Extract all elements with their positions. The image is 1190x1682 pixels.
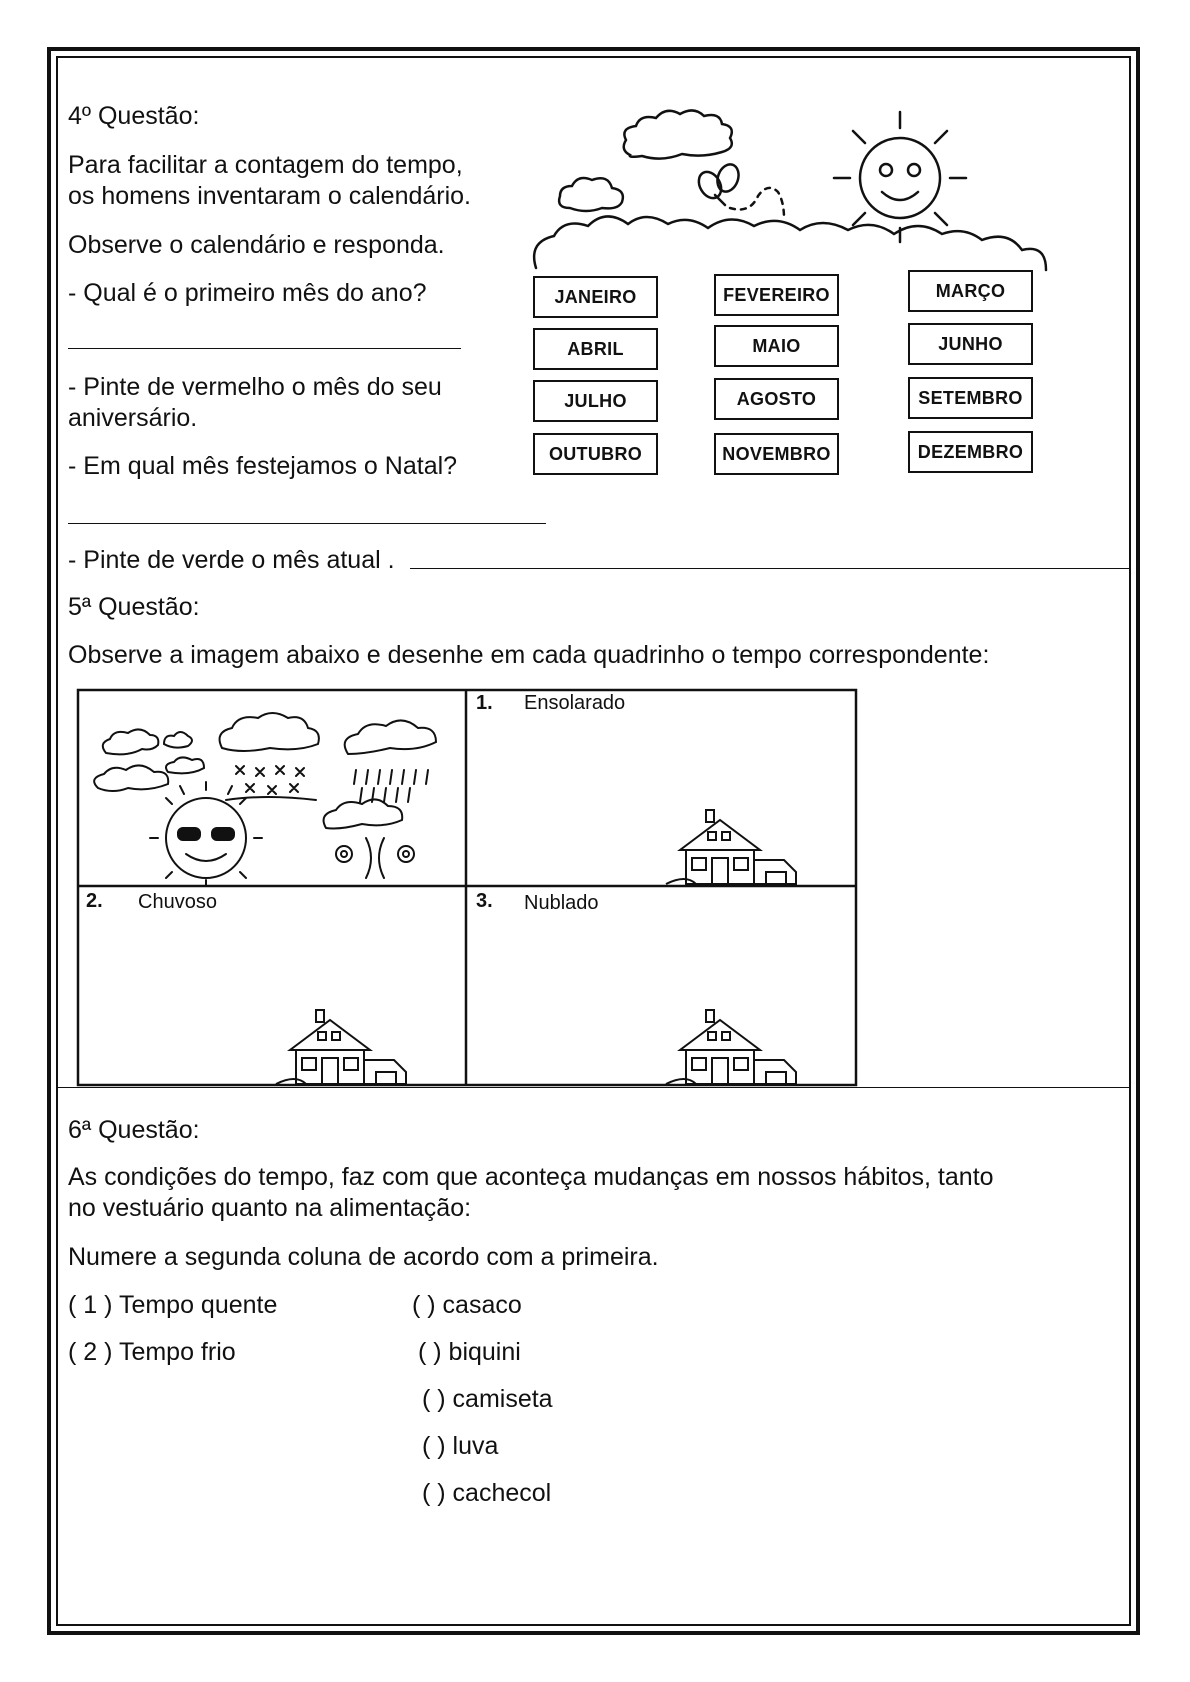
q6-instruction: Numere a segunda coluna de acordo com a primeira. bbox=[68, 1243, 659, 1271]
right-column-item[interactable]: ( ) camiseta bbox=[422, 1385, 553, 1413]
cloud-icon bbox=[559, 178, 623, 211]
snowflake-icon bbox=[236, 766, 304, 794]
q6-intro-line1: As condições do tempo, faz com que aconteça mudanças em nossos hábitos, tanto bbox=[68, 1163, 994, 1191]
month-box-junho[interactable]: JUNHO bbox=[908, 323, 1033, 365]
rain-icon bbox=[354, 770, 428, 802]
small-cloud-icon bbox=[164, 732, 192, 748]
snow-ground-icon bbox=[226, 797, 316, 800]
answer-line-christmas[interactable] bbox=[68, 523, 546, 524]
q4-item-birthday-line1: - Pinte de vermelho o mês do seu bbox=[68, 373, 442, 401]
left-column-item: ( 2 ) Tempo frio bbox=[68, 1338, 236, 1366]
cloud-icon bbox=[624, 110, 732, 158]
cell-1-label: Ensolarado bbox=[524, 692, 626, 714]
sun-with-sunglasses-icon bbox=[150, 782, 262, 886]
sky-illustration bbox=[530, 100, 1120, 280]
month-box-novembro[interactable]: NOVEMBRO bbox=[714, 433, 839, 475]
snow-cloud-icon bbox=[220, 713, 319, 751]
q6-intro-line2: no vestuário quanto na alimentação: bbox=[68, 1194, 472, 1222]
left-column-item: ( 1 ) Tempo quente bbox=[68, 1291, 278, 1319]
q4-item-birthday-line2: aniversário. bbox=[68, 404, 198, 432]
cell-2-label: Chuvoso bbox=[138, 891, 217, 913]
cloud-icon bbox=[166, 757, 204, 773]
q4-instruction: Observe o calendário e responda. bbox=[68, 231, 445, 259]
q5-title: 5ª Questão: bbox=[68, 593, 200, 621]
month-box-abril[interactable]: ABRIL bbox=[533, 328, 658, 370]
month-box-fevereiro[interactable]: FEVEREIRO bbox=[714, 274, 839, 316]
q4-intro-line2: os homens inventaram o calendário. bbox=[68, 182, 472, 210]
drawing-area-ensolarado[interactable] bbox=[470, 718, 854, 838]
house-icon bbox=[276, 1010, 406, 1084]
month-box-marco[interactable]: MARÇO bbox=[908, 270, 1033, 312]
rain-cloud-icon bbox=[345, 720, 436, 754]
house-icon bbox=[666, 1010, 796, 1084]
cloud-row-icon bbox=[534, 216, 1046, 270]
month-box-maio[interactable]: MAIO bbox=[714, 325, 839, 367]
right-column-item[interactable]: ( ) cachecol bbox=[422, 1479, 552, 1507]
windy-cloud-icon bbox=[324, 799, 414, 878]
q4-title: 4º Questão: bbox=[68, 102, 200, 130]
month-box-setembro[interactable]: SETEMBRO bbox=[908, 377, 1033, 419]
cell-1-number: 1. bbox=[476, 692, 493, 714]
right-column-item[interactable]: ( ) biquini bbox=[418, 1338, 521, 1366]
month-box-agosto[interactable]: AGOSTO bbox=[714, 378, 839, 420]
cell-3-number: 3. bbox=[476, 890, 493, 912]
drawing-area-nublado[interactable] bbox=[470, 918, 854, 1008]
right-column-item[interactable]: ( ) casaco bbox=[412, 1291, 522, 1319]
divider-q5-q6 bbox=[58, 1087, 1129, 1088]
month-box-janeiro[interactable]: JANEIRO bbox=[533, 276, 658, 318]
sun-icon bbox=[834, 112, 966, 242]
q4-item-christmas: - Em qual mês festejamos o Natal? bbox=[68, 452, 458, 480]
cell-3-label: Nublado bbox=[524, 892, 599, 914]
month-box-julho[interactable]: JULHO bbox=[533, 380, 658, 422]
partly-cloudy-icon bbox=[103, 729, 159, 754]
butterfly-icon bbox=[694, 161, 784, 218]
divider-q4-q5 bbox=[410, 568, 1129, 569]
q6-title: 6ª Questão: bbox=[68, 1116, 200, 1144]
month-box-dezembro[interactable]: DEZEMBRO bbox=[908, 431, 1033, 473]
q4-item-current-month: - Pinte de verde o mês atual . bbox=[68, 546, 395, 574]
drawing-area-chuvoso[interactable] bbox=[80, 918, 464, 1008]
q5-instruction: Observe a imagem abaixo e desenhe em cada quadrinho o tempo correspondente: bbox=[68, 641, 990, 669]
month-box-outubro[interactable]: OUTUBRO bbox=[533, 433, 658, 475]
cloud-icon bbox=[94, 765, 168, 791]
answer-line-first-month[interactable] bbox=[68, 348, 461, 349]
q4-item-first-month: - Qual é o primeiro mês do ano? bbox=[68, 279, 427, 307]
right-column-item[interactable]: ( ) luva bbox=[422, 1432, 499, 1460]
q4-intro-line1: Para facilitar a contagem do tempo, bbox=[68, 151, 463, 179]
cell-2-number: 2. bbox=[86, 890, 103, 912]
